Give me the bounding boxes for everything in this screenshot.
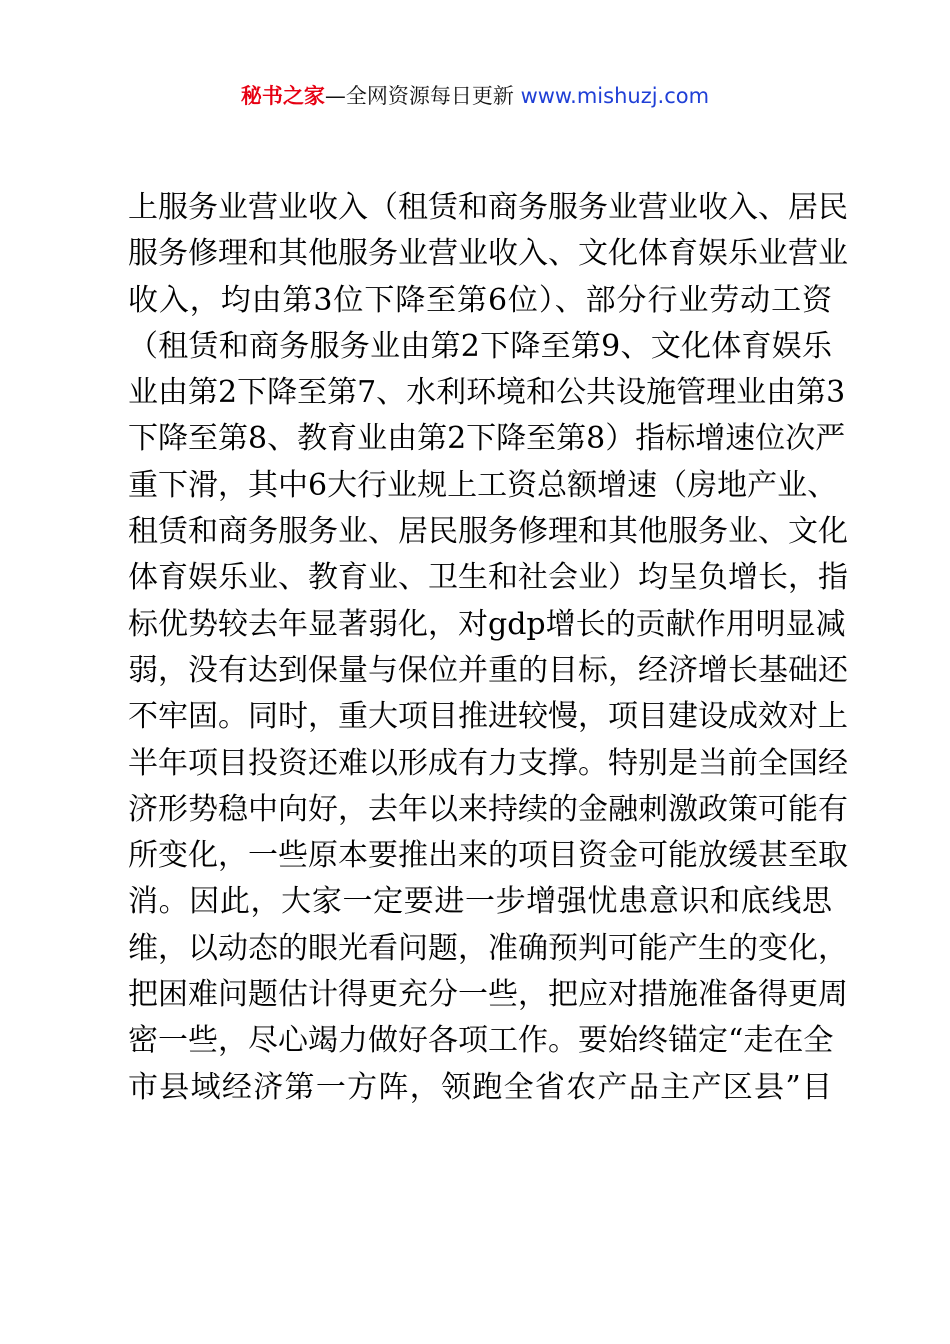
text-line: 维，以动态的眼光看问题，准确预判可能产生的变化， (128, 930, 848, 966)
text-line: 弱，没有达到保量与保位并重的目标，经济增长基础还 (128, 652, 848, 688)
text-line: 不牢固。同时，重大项目推进较慢，项目建设成效对上 (128, 699, 848, 735)
text-line: 济形势稳中向好，去年以来持续的金融刺激政策可能有 (128, 791, 848, 827)
text-line: （租赁和商务服务业由第2下降至第9、文化体育娱乐 (128, 328, 832, 364)
text-line: 密一些，尽心竭力做好各项工作。要始终锚定“走在全 (128, 1023, 834, 1059)
body-paragraph (128, 185, 848, 1111)
text-line: 所变化，一些原本要推出来的项目资金可能放缓甚至取 (128, 838, 848, 874)
text-line: 收入，均由第3位下降至第6位）、部分行业劳动工资 (128, 282, 832, 318)
site-url-link[interactable]: www.mishuzj.com (520, 84, 710, 108)
text-line: 消。因此，大家一定要进一步增强忧患意识和底线思 (128, 884, 832, 920)
text-line: 标优势较去年显著弱化，对gdp增长的贡献作用明显减 (128, 606, 846, 642)
site-brand: 秘书之家 (240, 84, 325, 108)
text-line: 服务修理和其他服务业营业收入、文化体育娱乐业营业 (128, 236, 848, 272)
header-tagline: —全网资源每日更新 (324, 84, 514, 108)
text-line: 租赁和商务服务业、居民服务修理和其他服务业、文化 (128, 514, 848, 550)
text-line: 上服务业营业收入（租赁和商务服务业营业收入、居民 (128, 190, 848, 225)
text-line: 下降至第8、教育业由第2下降至第8）指标增速位次严 (128, 421, 846, 457)
text-line: 半年项目投资还难以形成有力支撑。特别是当前全国经 (128, 745, 848, 781)
text-line: 重下滑，其中6大行业规上工资总额增速（房地产业、 (128, 467, 838, 503)
page-header (0, 80, 950, 112)
text-line: 业由第2下降至第7、水利环境和公共设施管理业由第3 (128, 375, 846, 411)
text-line: 市县域经济第一方阵，领跑全省农产品主产区县”目 (128, 1069, 832, 1105)
text-line: 体育娱乐业、教育业、卫生和社会业）均呈负增长，指 (128, 560, 848, 596)
text-line: 把困难问题估计得更充分一些，把应对措施准备得更周 (128, 977, 848, 1013)
